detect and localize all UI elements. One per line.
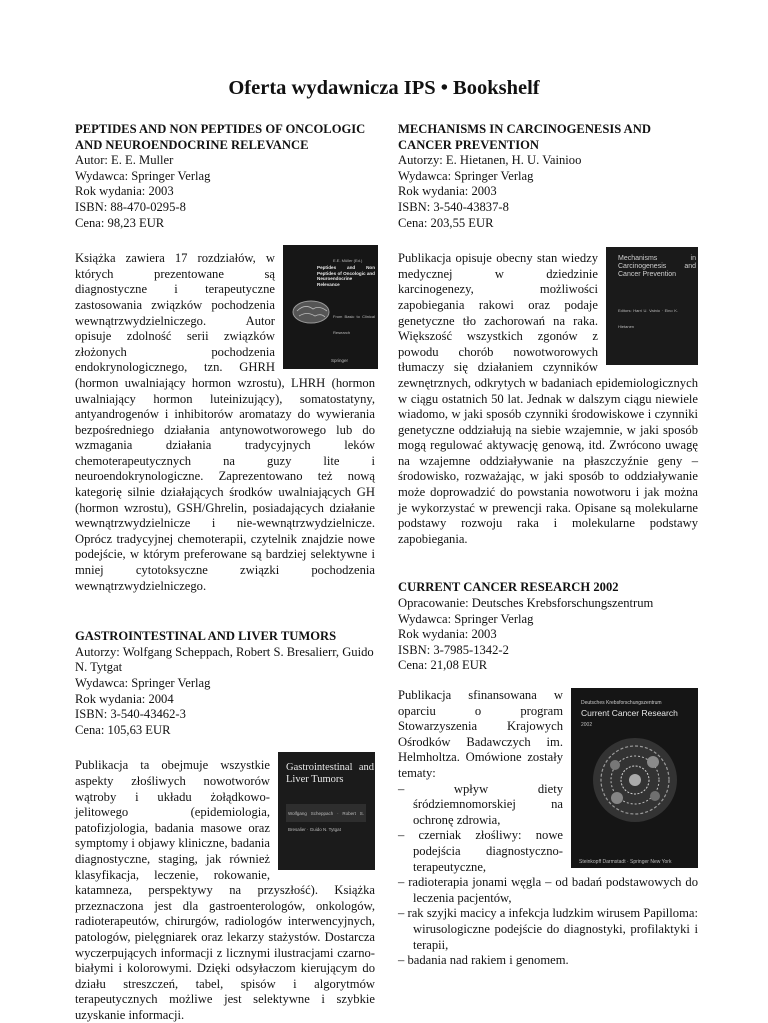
page-title: Oferta wydawnicza IPS • Bookshelf — [228, 77, 540, 99]
brain-illustration-icon — [289, 297, 333, 327]
book-title: GASTROINTESTINAL AND LIVER TUMORS — [75, 629, 337, 644]
book-author: Autorzy: Wolfgang Scheppach, Robert S. Bresalierr, Guido N. Tytgat — [75, 644, 374, 675]
book-entry-ccr — [398, 580, 698, 968]
cover-subtitle: Wolfgang Scheppach · Robert S. Bresalier · Guido N. Tytgat — [288, 811, 364, 832]
left-column — [75, 122, 375, 1023]
book-author: Autor: E. E. Muller — [75, 153, 174, 168]
book-description-text: Publikacja ta obejmuje wszystkie aspekty złośliwych nowotworów wątroby i układu żołądkowo-jelitowego (epidemiologia, patofizjologia, badania masowe oraz symptomy i objawy kliniczne, badania diagnostyczne, staging, jak również klasyfikacja, leczenie, rokowanie, katamneza, perspektywy na przyszłość). Książka przeznaczona jest dla gastroenterologów, onkologów, radioterapeutów, chirurgów, radiologów interwencyjnych, patologów, pielęgniarek oraz lekarzy stażystów. Dostarcza wyczerpujących informacji z licznymi ilustracjami czarno-białymi i kolorowymi. Dzięki odsyłaczom kierującym do działu streszczeń, tabel, spisów i algorytmów terapeutycznych możliwe jest selektywne i szybkie uzyskanie informacji. — [75, 758, 375, 1022]
book-description — [75, 251, 375, 594]
book-cover-image — [606, 247, 698, 365]
book-description-text: Publikacja opisuje obecny stan wiedzy medycznej w dziedzinie karcinogenezy, możliwości zapobiegania rakowi oraz podaje genetyczne tło zachorowań na raka. Większość wszystkich zgonów z powodu chorób nowotworowych tłumaczy się działaniem czynników zewnętrznych, odkrytych w badaniach epidemiologicznych w ciągu ostatnich 50 lat. Jednak w dalszym ciągu niewiele wiadomo, w jaki sposób czynniki środowiskowe i czynniki genetyczne oddziałują na siebie wzajemnie, w jaki sposób mogą regulować aktywację genową, itd. Zwrócono uwagę na wzajemne oddziaływanie na płaszczyźnie geny – środowisko, rozważając, w jaki sposób to oddziaływanie może doprowadzić do powstania nowotworu i jak można je wykorzystać w prewencji raka. Opisane są molekularne podstawy rozwoju raka i molekularne podstawy zapobiegania. — [398, 251, 698, 546]
topic-item: – radioterapia jonami węgla – od badań podstawowych do leczenia pacjentów, — [398, 875, 698, 905]
book-meta — [75, 153, 375, 231]
book-isbn: ISBN: 3-540-43462-3 — [75, 707, 186, 722]
book-cover-image — [571, 688, 698, 868]
book-year: Rok wydania: 2004 — [75, 691, 174, 706]
book-cover-image — [283, 245, 378, 369]
book-meta — [398, 153, 698, 231]
book-author: Autorzy: E. Hietanen, H. U. Vainioo — [398, 153, 582, 168]
cover-publisher: Springer — [331, 358, 349, 364]
book-isbn: ISBN: 88-470-0295-8 — [75, 199, 186, 214]
book-description — [398, 688, 698, 969]
book-entry-gastro — [75, 629, 375, 1023]
book-price: Cena: 203,55 EUR — [398, 215, 494, 230]
topic-item: – czerniak złośliwy: nowe podejścia diagnostyczno-terapeutyczne, — [398, 828, 563, 874]
book-description-intro: Publikacja sfinansowana w oparciu o program Stowarzyszenia Krajowych Ośrodków Badawczych im. Helmholtza. Omówione zostały tematy: — [398, 688, 563, 780]
cover-publisher: Steinkopff Darmstadt · Springer New York — [579, 859, 672, 865]
book-title: MECHANISMS IN CARCINOGENESIS AND CANCER PREVENTION — [398, 122, 651, 152]
book-author: Opracowanie: Deutsches Krebsforschungszentrum — [398, 596, 654, 611]
book-entry-mechanisms — [398, 122, 698, 547]
book-meta — [398, 596, 698, 674]
cover-title: Gastrointestinal and Liver Tumors — [286, 762, 374, 785]
cover-title: Peptides and Non Peptides of Oncologic and Neuroendocrine Relevance — [317, 265, 375, 287]
book-publisher: Wydawca: Springer Verlag — [75, 168, 211, 183]
cover-subtitle: Editors: Harri U. Vainio · Eino K. Hietanen — [618, 308, 678, 329]
book-price: Cena: 98,23 EUR — [75, 215, 165, 230]
topic-item: – rak szyjki macicy a infekcja ludzkim wirusem Papilloma: wirusologiczne podejście do diagnostyki, profilaktyki i terapii, — [398, 906, 698, 952]
book-description-text: Książka zawiera 17 rozdziałów, w których prezentowane są diagnostyczne i terapeutyczne zastosowania związków pochodzenia wewnątrzwydzielniczego. Autor opisuje zdolność serii związków złożonych pochodzenia endokrynologicznego, tzn. GHRH (hormon uwalniający hormon wzrostu), LHRH (hormon uwalniający hormon luteinizujący), somatostatyny, antyandrogenów i inhibitorów aromatazy do wywierania bezpośredniego działania antynowotworowego lub do wzmagania działania tradycyjnych leków chemoterapeutycznych na guzy lite i neuroendokrynologiczne. Zaprezentowano też nową kategorię silnie działających środków uwalniających GH (hormon wzrostu), GSH/Ghrelin, posiadających działanie wewnątrzwydzielnicze i nie-wewnątrzwydzielnicze. Oprócz tradycyjnej chemoterapii, czytelnik znajdzie nowe podejście, w którym preferowane są bardziej selektywne i mniej cytotoksyczne związki pochodzenia wewnątrzwydzielniczego. — [75, 251, 375, 593]
book-description — [398, 251, 698, 547]
book-isbn: ISBN: 3-7985-1342-2 — [398, 642, 509, 657]
book-cover-image — [278, 752, 375, 870]
book-year: Rok wydania: 2003 — [398, 627, 497, 642]
topic-item: – wpływ diety śródziemnomorskiej na ochronę zdrowia, — [398, 781, 563, 827]
book-year: Rok wydania: 2003 — [75, 184, 174, 199]
book-publisher: Wydawca: Springer Verlag — [75, 676, 211, 690]
book-year: Rok wydania: 2003 — [398, 184, 497, 199]
book-title: CURRENT CANCER RESEARCH 2002 — [398, 580, 619, 595]
cover-year: 2002 — [581, 722, 593, 728]
cover-subtitle: From Basic to Clinical Research — [333, 314, 375, 335]
cover-title: Current Cancer Research — [581, 708, 678, 718]
cover-title: Mechanisms in Carcinogenesis and Cancer Prevention — [618, 255, 696, 279]
book-description — [75, 758, 375, 1023]
book-publisher: Wydawca: Springer Verlag — [398, 611, 534, 626]
topic-item: – badania nad rakiem i genomem. — [398, 953, 569, 968]
book-title: PEPTIDES AND NON PEPTIDES OF ONCOLOGIC AND NEUROENDOCRINE RELEVANCE — [75, 122, 366, 152]
cover-series: E.E. Müller (Ed.) — [333, 258, 363, 264]
book-meta — [75, 645, 375, 739]
right-column — [398, 122, 698, 969]
book-publisher: Wydawca: Springer Verlag — [398, 168, 534, 183]
molecular-structure-icon — [585, 730, 685, 830]
cover-series: Deutsches Krebsforschungszentrum — [581, 700, 662, 706]
book-isbn: ISBN: 3-540-43837-8 — [398, 199, 509, 214]
book-price: Cena: 21,08 EUR — [398, 658, 488, 673]
book-entry-peptides — [75, 122, 375, 594]
book-price: Cena: 105,63 EUR — [75, 722, 171, 737]
